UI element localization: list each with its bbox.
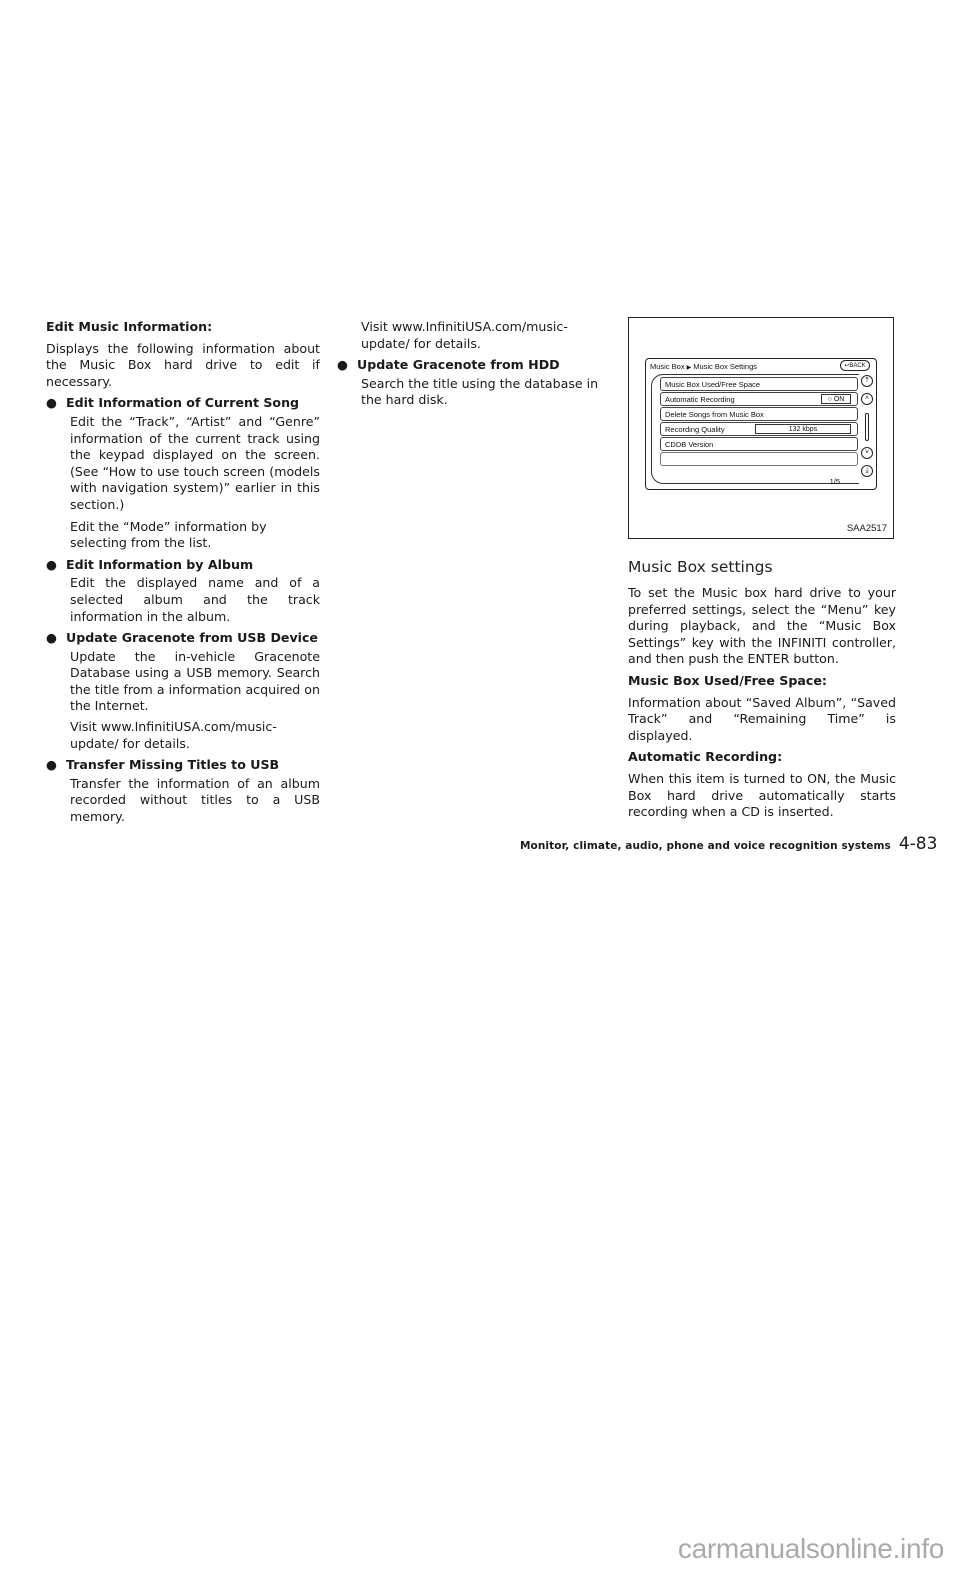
breadcrumb-parent: Music Box <box>650 362 685 371</box>
bullet-gracenote-hdd: ● Update Gracenote from HDD <box>337 357 560 373</box>
row-delete-songs[interactable] <box>660 407 858 421</box>
toggle-icon: ○ <box>827 396 834 403</box>
bullet-title: Update Gracenote from HDD <box>357 357 560 373</box>
row-label: Recording Quality <box>665 425 725 434</box>
watermark: carmanualsonline.info <box>677 1533 944 1564</box>
toggle-indicator <box>821 394 851 404</box>
scroll-down-icon[interactable]: ˅ <box>861 447 873 459</box>
used-free-space-heading: Music Box Used/Free Space: <box>628 672 827 688</box>
back-label: BACK <box>849 363 866 369</box>
column-middle <box>337 319 609 414</box>
bullet-text: Edit the “Mode” information by selecting from the list. <box>70 518 267 551</box>
breadcrumb-current: Music Box Settings <box>693 362 757 371</box>
section-title: Music Box settings <box>628 558 773 576</box>
scroll-top-icon[interactable]: ⤒ <box>861 375 873 387</box>
scroll-bottom-icon[interactable]: ⤓ <box>861 465 873 477</box>
automatic-recording-text: When this item is turned to ON, the Music Box hard drive automatically starts recording when a CD is inserted. <box>628 770 896 820</box>
bullet-text: Search the title using the database in the hard disk. <box>361 375 599 408</box>
used-free-space-text: Information about “Saved Album”, “Saved Track” and “Remaining Time” is displayed. <box>628 694 896 743</box>
row-label: Automatic Recording <box>665 395 735 404</box>
bullet-text: Visit www.InfinitiUSA.com/music-update/ for details. <box>70 719 277 751</box>
breadcrumb-arrow-icon: ▶ <box>686 365 692 371</box>
row-empty <box>660 452 858 466</box>
bullet-by-album: ● Edit Information by Album <box>46 556 254 572</box>
row-label: Delete Songs from Music Box <box>665 410 764 419</box>
bullet-text: Edit the displayed name and of a selected album and the track information in the album. <box>70 575 320 624</box>
settings-intro: To set the Music box hard drive to your preferred settings, select the “Menu” key during playback, and the “Music Box Settings” key with the INFINITI controller, and then push the ENTER button. <box>628 585 896 667</box>
bullet-gracenote-usb: ● Update Gracenote from USB Device <box>46 630 318 646</box>
bullet-title: Edit Information of Current Song <box>66 395 300 411</box>
bullet-missing-titles: ● Transfer Missing Titles to USB <box>46 757 280 773</box>
page-number: 4-83 <box>898 834 938 854</box>
figure-code: SAA2517 <box>846 523 887 534</box>
row-used-free-space[interactable] <box>660 377 858 391</box>
bullet-title: Edit Information by Album <box>66 556 254 572</box>
column-left <box>46 319 320 831</box>
edit-music-info-intro: Displays the following information about the Music Box hard drive to edit if necessary. <box>46 340 320 389</box>
bullet-text: Update the in-vehicle Gracenote Database using a USB memory. Search the title from a information acquired on the Internet. <box>70 648 320 714</box>
row-cddb-version[interactable] <box>660 437 858 451</box>
bullet-title: Update Gracenote from USB Device <box>66 630 318 646</box>
column-right <box>628 557 896 826</box>
continued-text: Visit www.InfinitiUSA.com/music-update/ for details. <box>361 319 568 351</box>
bullet-text: Transfer the information of an album recorded without titles to a USB memory. <box>70 775 320 825</box>
bullet-title: Transfer Missing Titles to USB <box>66 757 280 773</box>
automatic-recording-heading: Automatic Recording: <box>628 749 783 765</box>
music-box-settings-figure <box>628 317 894 539</box>
footer-chapter: Monitor, climate, audio, phone and voice recognition systems <box>520 840 891 852</box>
scrollbar[interactable] <box>865 413 869 441</box>
row-recording-quality[interactable] <box>660 422 858 436</box>
bullet-text: Edit the “Track”, “Artist” and “Genre” information of the current track using the keypad displayed on the screen. (See “How to use touch screen (models with navigation system)” earlier in this section.) <box>70 413 320 512</box>
row-automatic-recording[interactable] <box>660 392 858 406</box>
page-footer <box>520 834 938 854</box>
bullet-current-song: ● Edit Information of Current Song <box>46 395 300 411</box>
row-label: Music Box Used/Free Space <box>665 380 761 389</box>
back-arrow-icon: ↩ <box>844 363 850 369</box>
scroll-up-icon[interactable]: ˄ <box>861 393 873 405</box>
settings-screen <box>645 358 877 490</box>
back-button[interactable] <box>840 360 870 371</box>
breadcrumb <box>650 362 757 371</box>
page-indicator: 1/5 <box>829 477 840 486</box>
row-label: CDDB Version <box>665 440 714 449</box>
toggle-value: ON <box>833 396 845 403</box>
quality-value: 132 kbps <box>755 424 851 434</box>
edit-music-info-heading: Edit Music Information: <box>46 319 213 334</box>
